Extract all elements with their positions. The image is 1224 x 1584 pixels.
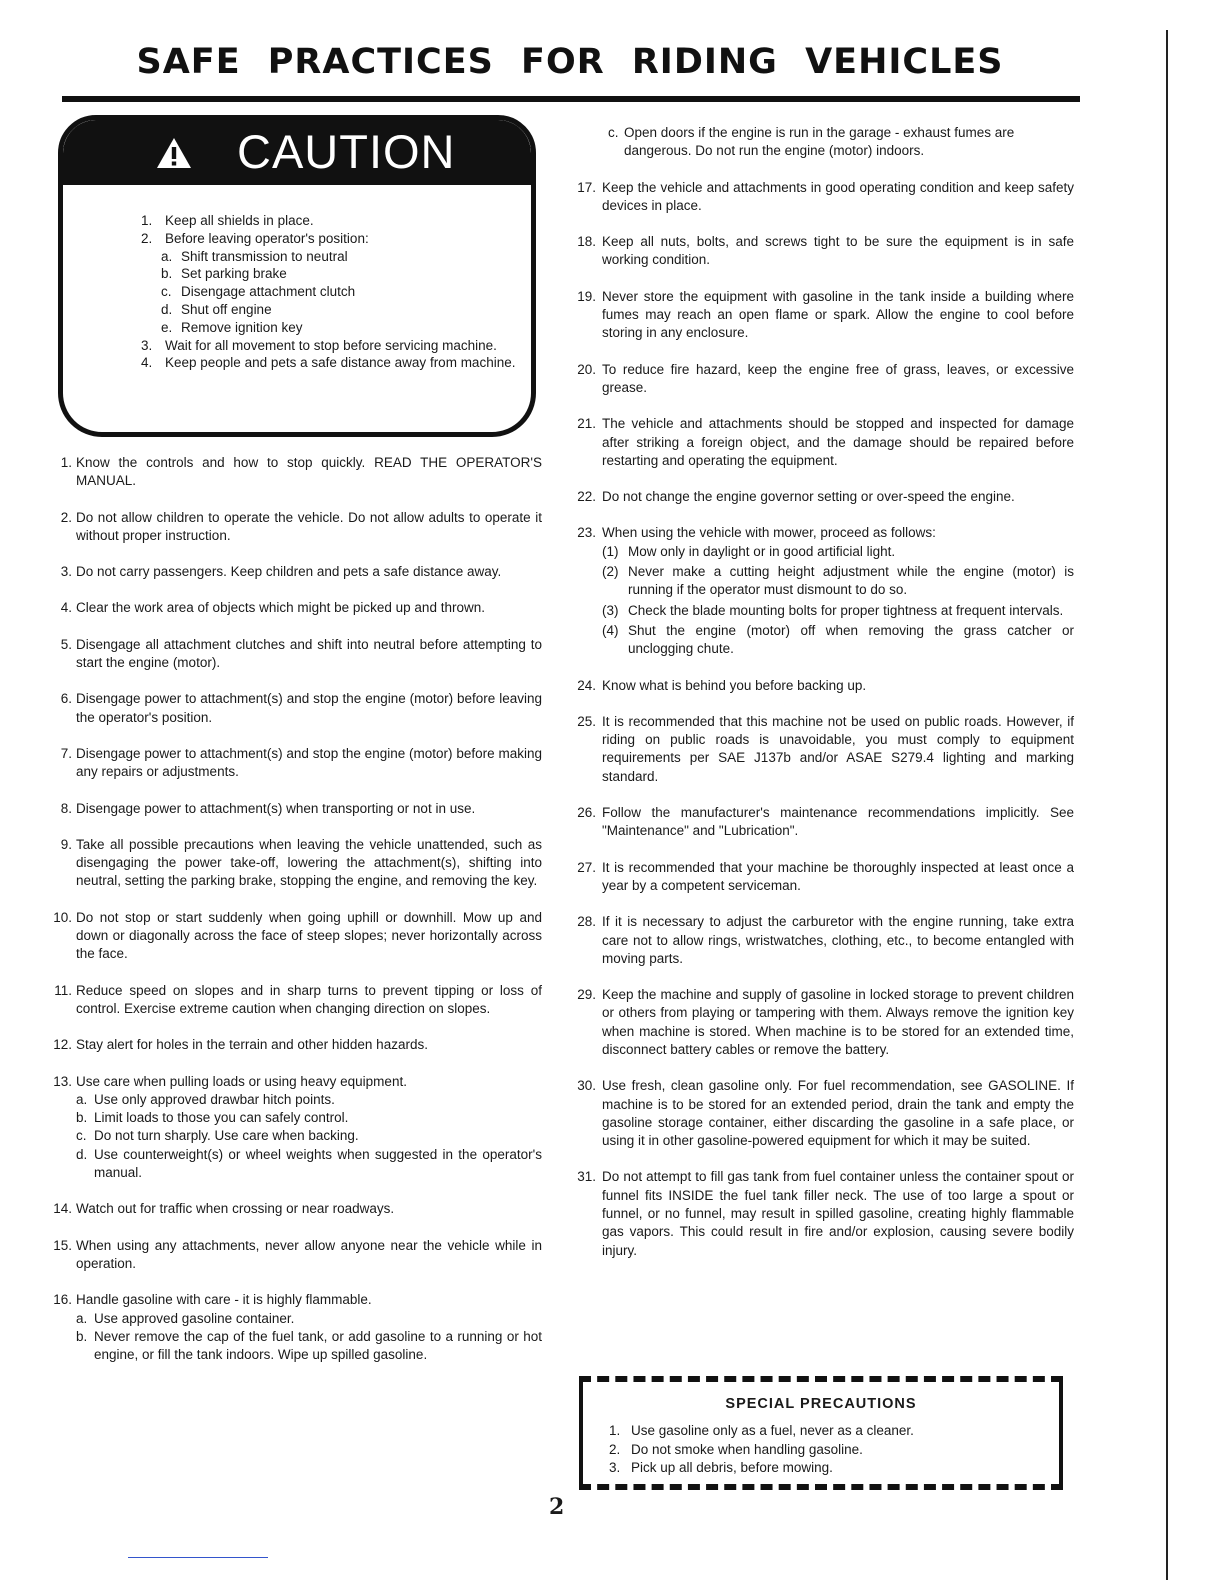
sub-item-text: Check the blade mounting bolts for proper tightness at frequent intervals.: [628, 602, 1064, 618]
page-title: SAFE PRACTICES FOR RIDING VEHICLES: [136, 42, 1004, 82]
item-number: 19.: [577, 288, 596, 304]
item-number: 9.: [60, 836, 72, 852]
list-item: [48, 636, 542, 673]
page-number: 2: [549, 1494, 565, 1520]
list-item: [568, 913, 1074, 968]
sub-item-key: b.: [76, 1328, 88, 1344]
item-text: Disengage attachment clutch: [181, 284, 356, 300]
list-item: [568, 1077, 1074, 1150]
sub-item-key: (4): [602, 622, 619, 638]
item-number: 2.: [609, 1441, 621, 1457]
list-item: [568, 361, 1074, 398]
sub-item-text: Shut the engine (motor) off when removing the grass catcher or unclogging chute.: [628, 622, 1074, 657]
item-number: 10.: [53, 909, 72, 925]
item-number: d.: [161, 301, 173, 317]
sub-item-key: a.: [76, 1310, 88, 1326]
sub-item-text: Limit loads to those you can safely control.: [94, 1110, 349, 1126]
sub-item-text: Use approved gasoline container.: [94, 1310, 295, 1326]
list-item: [48, 563, 542, 581]
item-text: Know the controls and how to stop quickly. READ THE OPERATOR'S MANUAL.: [76, 455, 542, 489]
special-list-item: [609, 1422, 914, 1441]
caution-header: [63, 120, 531, 185]
item-text: Set parking brake: [181, 266, 287, 282]
item-number: a.: [161, 248, 173, 264]
item-number: e.: [161, 319, 173, 335]
sub-item-key: (1): [602, 543, 619, 559]
sub-item-key: c.: [76, 1128, 87, 1144]
item-number: 3.: [609, 1460, 621, 1475]
caution-heading: CAUTION: [237, 125, 456, 178]
item-text: When using any attachments, never allow anyone near the vehicle while in operation.: [76, 1237, 542, 1271]
item-text: Keep people and pets a safe distance away from machine.: [165, 355, 516, 371]
item-number: 25.: [577, 713, 596, 729]
item-number: 4.: [60, 600, 72, 616]
sub-item: [602, 563, 1074, 600]
item-key: c.: [608, 125, 619, 140]
sub-item-text: Mow only in daylight or in good artificial light.: [628, 543, 896, 559]
item-number: 16.: [53, 1292, 72, 1308]
list-item: [48, 800, 542, 818]
item-number: 8.: [60, 800, 72, 816]
item-text: Open doors if the engine is run in the garage - exhaust fumes are dangerous. Do not run the engine (motor) indoors.: [624, 125, 1015, 159]
item-text: Follow the manufacturer's maintenance recommendations implicitly. See "Maintenance" and "Lubrication".: [602, 805, 1074, 839]
sub-item-text: Never remove the cap of the fuel tank, or add gasoline to a running or hot engine, or fill the tank indoors. Wipe up spilled gasoline.: [94, 1328, 542, 1363]
list-item: [48, 1237, 542, 1274]
item-number: 2.: [60, 509, 72, 525]
sub-item: [602, 543, 1074, 561]
caution-list-item: [141, 337, 521, 355]
sub-item: [76, 1127, 542, 1145]
item-text: If it is necessary to adjust the carburetor with the engine running, take extra care not to allow rings, wristwatches, clothing, etc., to become entangled with moving parts.: [602, 914, 1074, 966]
special-list-item: [609, 1459, 914, 1478]
item-text: When using the vehicle with mower, proceed as follows:: [602, 525, 936, 541]
sub-item: [76, 1310, 542, 1328]
caution-list-item: [141, 248, 521, 266]
item-text: The vehicle and attachments should be stopped and inspected for damage after striking a foreign object, and the damage should be repaired before restarting and operating the equipment.: [602, 416, 1074, 468]
item-number: 30.: [577, 1078, 596, 1094]
item-number: 23.: [577, 525, 596, 541]
item-number: 31.: [577, 1169, 596, 1185]
list-item: [48, 745, 542, 782]
item-text: Do not attempt to fill gas tank from fuel container unless the container spout or funnel fits INSIDE the fuel tank filler neck. The use of too large a spout or funnel, or no funnel, may result in spilled gasoline, creating highly flammable gas vapors. This could result in fire and/or explosion, causing severe bodily injury.: [602, 1169, 1074, 1258]
list-item: [48, 509, 542, 546]
item-number: 4.: [141, 355, 153, 371]
item-text: It is recommended that this machine not be used on public roads. However, if riding on public roads is unavoidable, you must comply to equipment requirements per SAE J137b and/or ASAE S279.4 lighting and marking standard.: [602, 713, 1074, 784]
sub-item: [76, 1109, 542, 1127]
item-text: Disengage power to attachment(s) and stop the engine (motor) before leaving the operator's position.: [76, 691, 542, 725]
list-item: [48, 599, 542, 617]
item-number: 5.: [60, 636, 72, 652]
special-list-item: [609, 1441, 914, 1460]
list-item: [48, 1073, 542, 1183]
list-item: [568, 713, 1074, 786]
item-number: 22.: [577, 489, 596, 505]
caution-box: [58, 115, 536, 437]
item-text: Never store the equipment with gasoline in the tank inside a building where fumes may reach an open flame or spark. Allow the engine to cool before storing in any enclosure.: [602, 288, 1074, 341]
item-text: Use fresh, clean gasoline only. For fuel recommendation, see GASOLINE. If machine is to be stored for an extended period, drain the tank and empty the gasoline storage container, either discarding the gasoline in a safe place, or using it in other gasoline-powered equipment for which it may be suited.: [602, 1078, 1074, 1149]
list-item: [48, 1036, 542, 1054]
bottom-rule: [128, 1557, 268, 1558]
item-number: 14.: [53, 1201, 72, 1217]
caution-list: [141, 212, 521, 372]
list-item: [48, 982, 542, 1019]
item-number: 1.: [141, 213, 153, 228]
item-text: Know what is behind you before backing up.: [602, 677, 867, 693]
list-item: [48, 1200, 542, 1218]
list-item: [48, 690, 542, 727]
list-item: [568, 179, 1074, 216]
item-text: Use care when pulling loads or using heavy equipment.: [76, 1073, 407, 1089]
item-number: 1.: [609, 1423, 621, 1438]
item-number: 21.: [577, 416, 596, 432]
item-text: Pick up all debris, before mowing.: [631, 1460, 833, 1475]
title-rule: [62, 96, 1080, 102]
sub-item: [76, 1328, 542, 1365]
sub-item: [76, 1091, 542, 1109]
sub-item-key: b.: [76, 1110, 88, 1126]
item-text: Do not change the engine governor setting or over-speed the engine.: [602, 489, 1015, 505]
item-number: 3.: [60, 564, 72, 580]
caution-list-item: [141, 354, 521, 372]
scan-edge-line: [1166, 30, 1168, 1580]
special-precautions-title: SPECIAL PRECAUTIONS: [725, 1396, 917, 1412]
item-number: 24.: [577, 677, 596, 693]
sub-item: [76, 1146, 542, 1183]
item-number: 11.: [54, 982, 72, 998]
caution-list-item: [141, 283, 521, 301]
list-item: [568, 677, 1074, 695]
item-text: Do not stop or start suddenly when going uphill or downhill. Mow up and down or diagonally across the face of steep slopes; never horizontally across the face.: [76, 909, 542, 962]
item-text: Reduce speed on slopes and in sharp turns to prevent tipping or loss of control. Exercise extreme caution when changing direction on slopes.: [76, 982, 542, 1016]
list-item: [568, 804, 1074, 841]
item-number: 7.: [60, 745, 72, 761]
item-text: Do not allow children to operate the vehicle. Do not allow adults to operate it without proper instruction.: [76, 509, 542, 543]
item-text: Do not smoke when handling gasoline.: [631, 1441, 863, 1457]
list-item: [568, 288, 1074, 343]
list-item: [568, 524, 1074, 658]
item-number: 17.: [577, 179, 596, 195]
list-item-continuation: [568, 124, 1074, 161]
caution-list-item: [141, 301, 521, 319]
list-item: [568, 233, 1074, 270]
list-item: [48, 454, 542, 491]
list-item: [48, 836, 542, 891]
list-item: [568, 1168, 1074, 1259]
item-text: Disengage power to attachment(s) when transporting or not in use.: [76, 800, 476, 816]
item-text: Clear the work area of objects which might be picked up and thrown.: [76, 600, 485, 616]
item-text: Stay alert for holes in the terrain and other hidden hazards.: [76, 1037, 428, 1053]
item-text: Keep the vehicle and attachments in good operating condition and keep safety devices in place.: [602, 179, 1074, 213]
item-text: Keep the machine and supply of gasoline in locked storage to prevent children or others from playing or tampering with them. Always remove the ignition key when machine is stored. When machine is to be stored for an extended time, disconnect battery cables or remove the battery.: [602, 987, 1074, 1057]
item-text: Remove ignition key: [181, 319, 303, 335]
item-number: c.: [161, 284, 172, 300]
item-text: Disengage power to attachment(s) and stop the engine (motor) before making any repairs or adjustments.: [76, 745, 542, 780]
item-text: Shut off engine: [181, 301, 272, 317]
item-number: 20.: [577, 361, 596, 377]
list-item: [568, 986, 1074, 1059]
item-number: 13.: [53, 1073, 72, 1089]
sub-item-key: d.: [76, 1146, 88, 1162]
item-number: 28.: [577, 914, 596, 930]
item-number: 12.: [53, 1037, 72, 1053]
sub-item-key: (3): [602, 602, 619, 618]
item-number: 1.: [60, 455, 72, 470]
item-text: Before leaving operator's position:: [165, 230, 369, 246]
list-item: [48, 1291, 542, 1364]
item-number: 2.: [141, 230, 153, 246]
sub-item-text: Do not turn sharply. Use care when backing.: [94, 1128, 359, 1144]
sub-item-text: Never make a cutting height adjustment while the engine (motor) is running if the operator must dismount to do so.: [628, 564, 1074, 598]
item-text: To reduce fire hazard, keep the engine free of grass, leaves, or excessive grease.: [602, 361, 1074, 395]
item-number: 6.: [60, 691, 72, 707]
item-text: Use gasoline only as a fuel, never as a cleaner.: [631, 1423, 914, 1438]
warning-triangle-icon: [155, 136, 193, 170]
sub-item-text: Use counterweight(s) or wheel weights when suggested in the operator's manual.: [94, 1146, 542, 1181]
item-text: Keep all nuts, bolts, and screws tight to be sure the equipment is in safe working condition.: [602, 234, 1074, 268]
item-number: 15.: [53, 1237, 72, 1253]
special-precautions-list: [609, 1422, 914, 1478]
sub-item-key: (2): [602, 564, 619, 580]
right-items: [568, 179, 1074, 1260]
item-text: Take all possible precautions when leaving the vehicle unattended, such as disengaging the power take-off, lowering the attachment(s), shifting into neutral, setting the parking brake, stopping the engine, and removing the key.: [76, 836, 542, 889]
item-text: Wait for all movement to stop before servicing machine.: [165, 337, 497, 353]
caution-list-item: [141, 230, 521, 248]
sub-item-text: Use only approved drawbar hitch points.: [94, 1091, 335, 1107]
item-number: 29.: [577, 987, 596, 1003]
right-column: [568, 124, 1074, 1278]
item-number: 27.: [577, 859, 596, 875]
item-text: Handle gasoline with care - it is highly flammable.: [76, 1292, 372, 1308]
item-number: b.: [161, 266, 173, 282]
list-item: [48, 909, 542, 964]
item-number: 18.: [577, 234, 596, 250]
sub-item: [602, 602, 1074, 620]
sub-item: [602, 622, 1074, 659]
left-column: [48, 454, 542, 1382]
item-text: Keep all shields in place.: [165, 213, 314, 228]
item-text: It is recommended that your machine be thoroughly inspected at least once a year by a competent serviceman.: [602, 859, 1074, 893]
list-item: [568, 859, 1074, 896]
list-item: [568, 415, 1074, 470]
list-item: [568, 488, 1074, 506]
item-number: 3.: [141, 337, 153, 353]
sub-item-key: a.: [76, 1091, 88, 1107]
item-text: Watch out for traffic when crossing or near roadways.: [76, 1201, 395, 1217]
item-text: Do not carry passengers. Keep children and pets a safe distance away.: [76, 564, 502, 580]
caution-list-item: [141, 265, 521, 283]
item-number: 26.: [577, 805, 596, 821]
caution-list-item: [141, 319, 521, 337]
item-text: Disengage all attachment clutches and shift into neutral before attempting to start the engine (motor).: [76, 636, 542, 671]
caution-list-item: [141, 212, 521, 230]
item-text: Shift transmission to neutral: [181, 248, 348, 264]
special-precautions-box: [579, 1376, 1063, 1490]
